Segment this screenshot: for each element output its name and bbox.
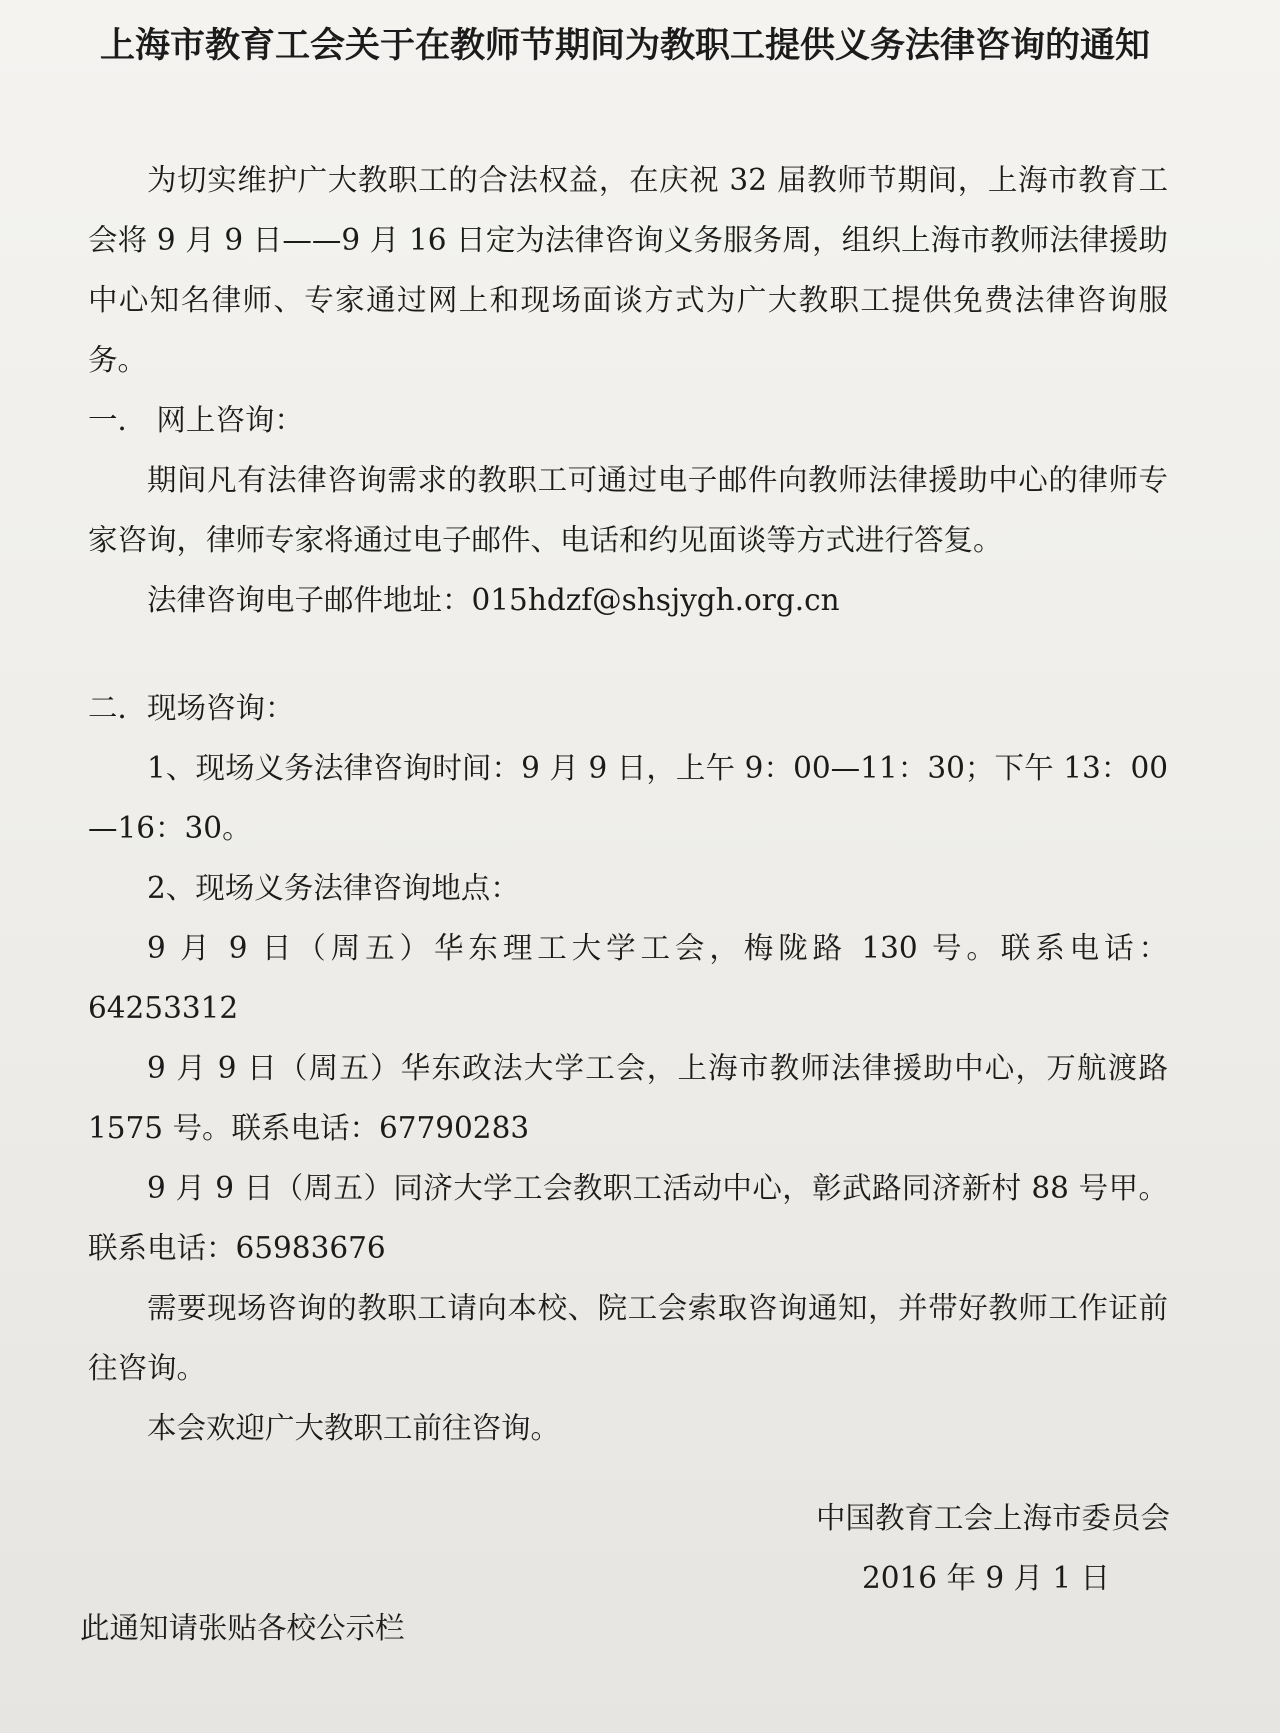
email-line [88, 570, 1168, 630]
onsite-place-2: 9 月 9 日（周五）华东政法大学工会，上海市教师法律援助中心，万航渡路 1575 号。联系电话：67790283 [88, 1051, 1168, 1145]
intro-paragraph: 为切实维护广大教职工的合法权益，在庆祝 32 届教师节期间，上海市教育工会将 9 月 9 日——9 月 16 日定为法律咨询义务服务周，组织上海市教师法律援助中心知名律师、专家通过网上和现场面谈方式为广大教职工提供免费法律咨询服务。 [88, 163, 1168, 377]
spacer [88, 630, 1168, 678]
signature-date: 2016 年 9 月 1 日 [862, 1561, 1110, 1595]
notice-body [88, 150, 1168, 1458]
signature-org: 中国教育工会上海市委员会 [815, 1501, 1170, 1535]
email-label: 法律咨询电子邮件地址： [147, 583, 472, 617]
section-online-text: 期间凡有法律咨询需求的教职工可通过电子邮件向教师法律援助中心的律师专家咨询，律师专家将通过电子邮件、电话和约见面谈等方式进行答复。 [88, 463, 1168, 557]
onsite-place-1: 9 月 9 日（周五）华东理工大学工会，梅陇路 130 号。联系电话：64253312 [88, 931, 1168, 1025]
section-onsite-heading: 二．现场咨询： [88, 691, 295, 725]
footnote: 此通知请张贴各校公示栏 [80, 1611, 405, 1645]
onsite-note: 需要现场咨询的教职工请向本校、院工会索取咨询通知，并带好教师工作证前往咨询。 [88, 1291, 1168, 1385]
section-online-heading: 一． 网上咨询： [88, 403, 304, 437]
onsite-time: 1、现场义务法律咨询时间：9 月 9 日，上午 9：00—11：30；下午 13：00—16：30。 [88, 751, 1168, 845]
signature-block [816, 1488, 1170, 1608]
email-address: 015hdzf@shsjygh.org.cn [471, 583, 840, 617]
onsite-place-3: 9 月 9 日（周五）同济大学工会教职工活动中心，彰武路同济新村 88 号甲。联系电话：65983676 [88, 1171, 1168, 1265]
welcome-line: 本会欢迎广大教职工前往咨询。 [147, 1411, 561, 1445]
notice-title: 上海市教育工会关于在教师节期间为教职工提供义务法律咨询的通知 [100, 25, 1151, 66]
onsite-place-heading: 2、现场义务法律咨询地点： [147, 871, 520, 905]
